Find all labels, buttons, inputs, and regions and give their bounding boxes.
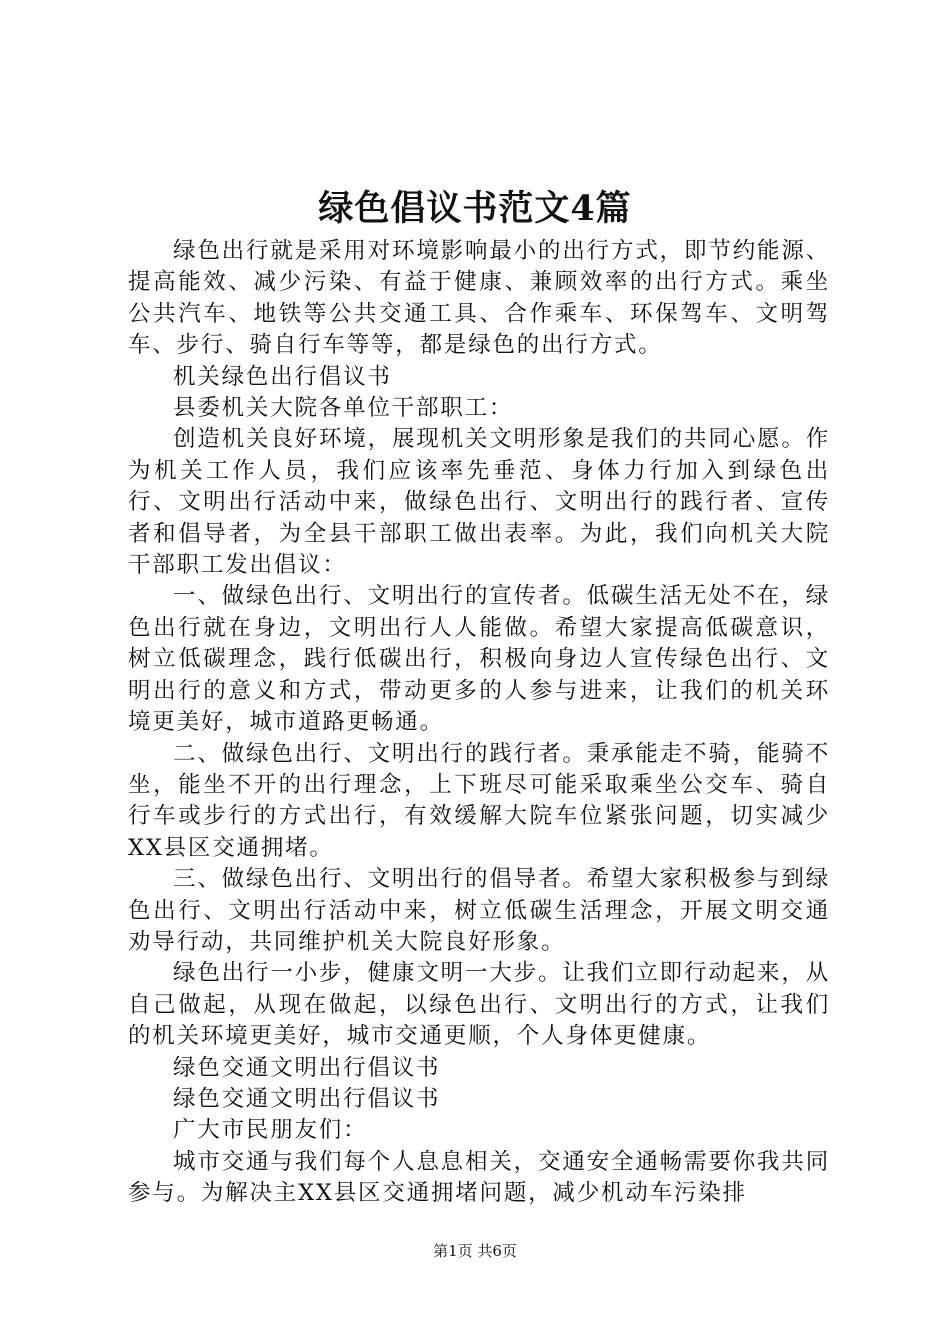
document-title: 绿色倡议书范文4篇 [318, 188, 632, 229]
paragraph-body: 创造机关良好环境，展现机关文明形象是我们的共同心愿。作为机关工作人员，我们应该率先垂范、身体力行加入到绿色出行、文明出行活动中来，做绿色出行、文明出行的践行者、宣传者和倡导者，为全县干部职工做出表率。为此，我们向机关大院干部职工发出倡议： [128, 426, 830, 579]
paragraph-salutation-1: 县委机关大院各单位干部职工： [173, 395, 514, 422]
paragraph-point-3: 三、做绿色出行、文明出行的倡导者。希望大家积极参与到绿色出行、文明出行活动中来，树立低碳生活理念，开展文明交通劝导行动，共同维护机关大院良好形象。 [128, 866, 830, 955]
paragraph-body-2: 城市交通与我们每个人息息相关，交通安全通畅需要你我共同参与。为解决主XX县区交通拥堵问题，减少机动车污染排 [128, 1148, 830, 1207]
paragraph-heading-3: 绿色交通文明出行倡议书 [173, 1085, 441, 1112]
paragraph-point-2: 二、做绿色出行、文明出行的践行者。秉承能走不骑，能骑不坐，能坐不开的出行理念，上下班尽可能采取乘坐公交车、骑自行车或步行的方式出行，有效缓解大院车位紧张问题，切实减少XX县区交通拥堵。 [128, 740, 830, 861]
document-body [128, 236, 830, 1210]
page-footer: 第1页 共6页 [433, 1242, 517, 1260]
paragraph-heading-2: 绿色交通文明出行倡议书 [173, 1054, 441, 1081]
paragraph-intro: 绿色出行就是采用对环境影响最小的出行方式，即节约能源、提高能效、减少污染、有益于健康、兼顾效率的出行方式。乘坐公共汽车、地铁等公共交通工具、合作乘车、环保驾车、文明驾车、步行、骑自行车等等，都是绿色的出行方式。 [128, 238, 830, 359]
paragraph-point-1: 一、做绿色出行、文明出行的宣传者。低碳生活无处不在，绿色出行就在身边，文明出行人人能做。希望大家提高低碳意识，树立低碳理念，践行低碳出行，积极向身边人宣传绿色出行、文明出行的意义和方式，带动更多的人参与进来，让我们的机关环境更美好，城市道路更畅通。 [128, 583, 830, 736]
paragraph-closing: 绿色出行一小步，健康文明一大步。让我们立即行动起来，从自己做起，从现在做起，以绿色出行、文明出行的方式，让我们的机关环境更美好，城市交通更顺，个人身体更健康。 [128, 960, 830, 1050]
paragraph-heading-1: 机关绿色出行倡议书 [173, 363, 392, 390]
paragraph-salutation-2: 广大市民朋友们： [173, 1117, 368, 1144]
